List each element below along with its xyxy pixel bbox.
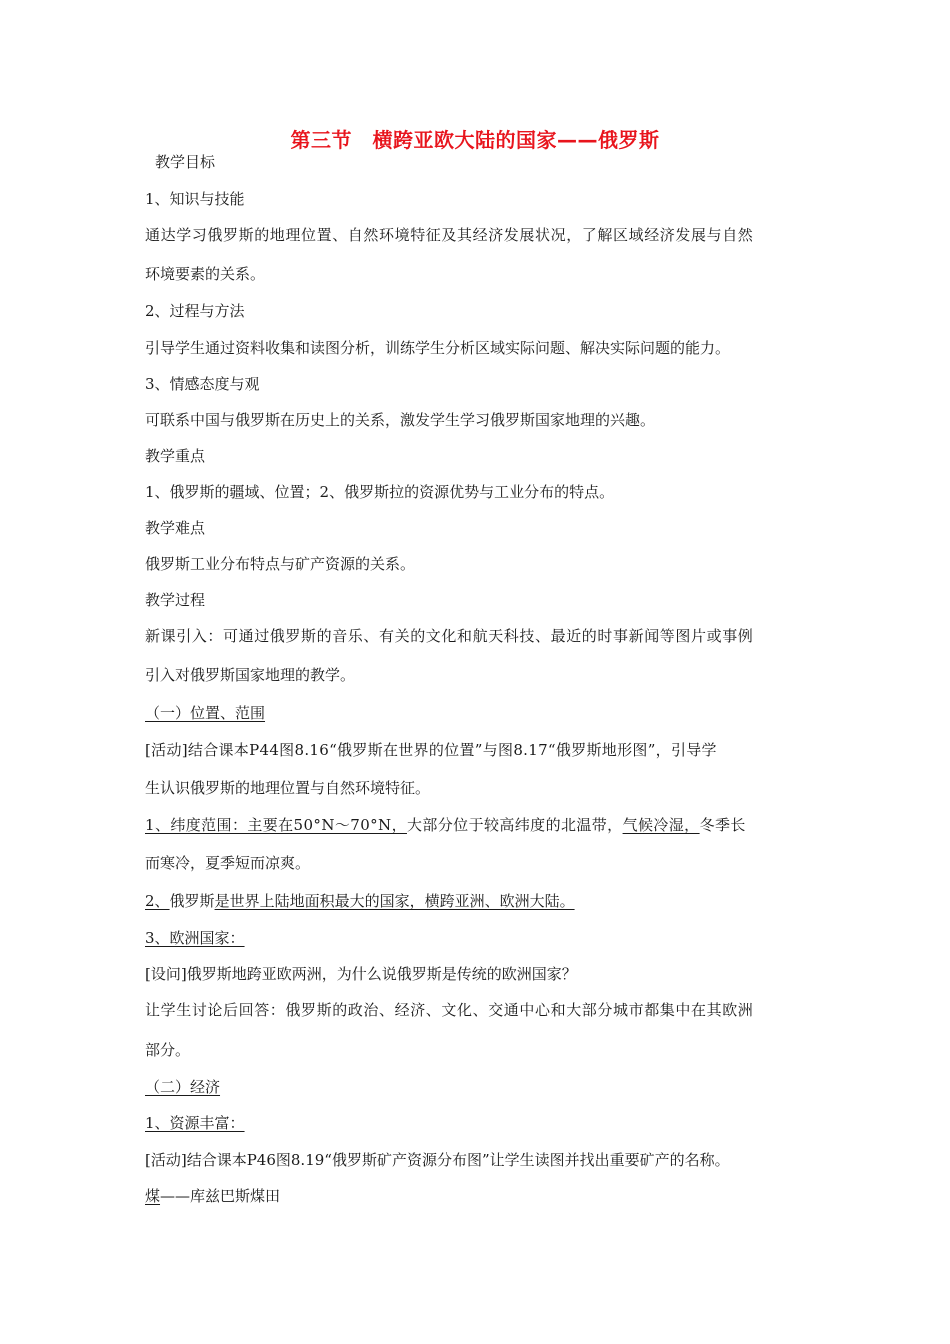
text-line: 1、知识与技能 (145, 190, 245, 208)
text-line: 环境要素的关系。 (145, 265, 266, 283)
text-span: 俄罗斯 (169, 892, 215, 910)
text-line: [设问]俄罗斯地跨亚欧两洲，为什么说俄罗斯是传统的欧洲国家？ (145, 965, 577, 983)
subsection-heading: （一）位置、范围 (145, 704, 266, 722)
text-line: 引入对俄罗斯国家地理的教学。 (145, 666, 356, 684)
text-line: 通达学习俄罗斯的地理位置、自然环境特征及其经济发展状况，了解区域经济发展与自然 (145, 226, 754, 244)
page-title: 第三节 横跨亚欧大陆的国家——俄罗斯 (290, 128, 660, 152)
section-heading: 教学过程 (145, 591, 206, 609)
text-line: 俄罗斯工业分布特点与矿产资源的关系。 (145, 555, 416, 573)
text-line: 新课引入：可通过俄罗斯的音乐、有关的文化和航天科技、最近的时事新闻等图片或事例 (145, 627, 754, 645)
latitude-range: 1、纬度范围：主要在50°N～70°N， (145, 816, 407, 834)
text-line (145, 815, 825, 835)
section-heading: 教学难点 (145, 519, 206, 537)
text-span: 大部分位于较高纬度的北温带， (406, 816, 623, 834)
text-line (145, 891, 825, 911)
text-span: 2、 (145, 892, 170, 910)
text-span: ——库兹巴斯煤田 (160, 1187, 281, 1205)
section-heading: 教学重点 (145, 447, 206, 465)
subsection-heading: （二）经济 (145, 1078, 221, 1096)
text-line: 3、情感态度与观 (145, 375, 260, 393)
text-line: 生认识俄罗斯的地理位置与自然环境特征。 (145, 779, 431, 797)
subsection-heading: 3、欧洲国家： (145, 929, 245, 947)
text-line: 2、过程与方法 (145, 302, 245, 320)
text-line: 让学生讨论后回答：俄罗斯的政治、经济、文化、交通中心和大部分城市都集中在其欧洲 (145, 1001, 754, 1019)
text-line: 部分。 (145, 1041, 191, 1059)
text-span: 冬季长 (699, 816, 746, 834)
text-line: [活动]结合课本P46图8.19“俄罗斯矿产资源分布图”让学生读图并找出重要矿产的名称。 (145, 1151, 730, 1169)
text-line: 教学目标 (155, 153, 216, 171)
text-line: 引导学生通过资料收集和读图分析，训练学生分析区域实际问题、解决实际问题的能力。 (145, 339, 731, 357)
text-span: 煤 (145, 1187, 161, 1205)
text-line (145, 1186, 825, 1206)
text-line: 而寒冷，夏季短而凉爽。 (145, 854, 311, 872)
text-line: 可联系中国与俄罗斯在历史上的关系，激发学生学习俄罗斯国家地理的兴趣。 (145, 411, 656, 429)
text-span: 是世界上陆地面积最大的国家，横跨亚洲、欧洲大陆。 (214, 892, 575, 910)
text-line: 1、俄罗斯的疆域、位置；2、俄罗斯拉的资源优势与工业分布的特点。 (145, 483, 615, 501)
text-line: [活动]结合课本P44图8.16“俄罗斯在世界的位置”与图8.17“俄罗斯地形图”，引导学 (145, 741, 717, 759)
subsection-heading: 1、资源丰富： (145, 1114, 245, 1132)
climate-text: 气候冷湿， (622, 816, 700, 834)
